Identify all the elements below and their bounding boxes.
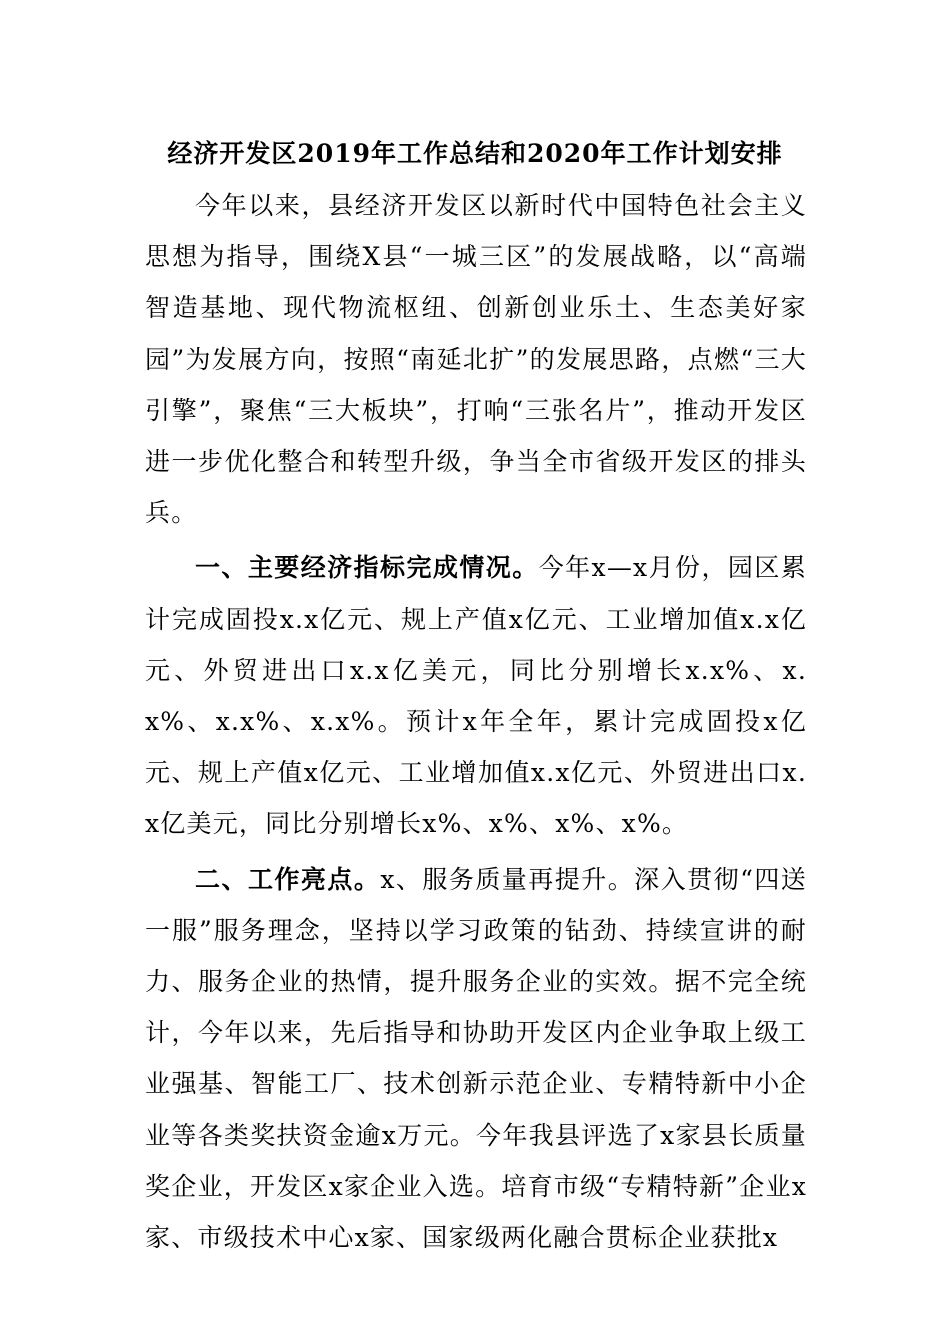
- document-body: [145, 180, 807, 1263]
- paragraph-text: 今年x—x月份，园区累计完成固投x.x亿元、规上产值x亿元、工业增加值x.x亿元、外贸进出口x.x亿美元，同比分别增长x.x%、x.x%、x.x%、x.x%。预计x年全年，累计完成固投x亿元、规上产值x亿元、工业增加值x.x亿元、外贸进出口x.x亿美元，同比分别增长x%、x%、x%、x%。: [145, 553, 807, 839]
- section-1-heading: 一、主要经济指标完成情况。: [195, 553, 539, 583]
- paragraph-text: x、服务质量再提升。深入贯彻“四送一服”服务理念，坚持以学习政策的钻劲、持续宣讲的耐力、服务企业的热情，提升服务企业的实效。据不完全统计，今年以来，先后指导和协助开发区内企业争取上级工业强基、智能工厂、技术创新示范企业、专精特新中小企业等各类奖扶资金逾x万元。今年我县评选了x家县长质量奖企业，开发区x家企业入选。培育市级“专精特新”企业x家、市级技术中心x家、国家级两化融合贯标企业获批x: [145, 864, 808, 1253]
- intro-paragraph: [145, 180, 807, 538]
- document-title: 经济开发区2019年工作总结和2020年工作计划安排: [167, 139, 783, 168]
- section-2-paragraph: [145, 854, 807, 1264]
- section-1-paragraph: [145, 542, 807, 849]
- paragraph-text: 今年以来，县经济开发区以新时代中国特色社会主义思想为指导，围绕X县“一城三区”的发展战略，以“高端智造基地、现代物流枢纽、创新创业乐土、生态美好家园”为发展方向，按照“南延北扩”的发展思路，点燃“三大引擎”，聚焦“三大板块”，打响“三张名片”，推动开发区进一步优化整合和转型升级，争当全市省级开发区的排头兵。: [145, 191, 807, 528]
- section-2-heading: 二、工作亮点。: [195, 864, 381, 894]
